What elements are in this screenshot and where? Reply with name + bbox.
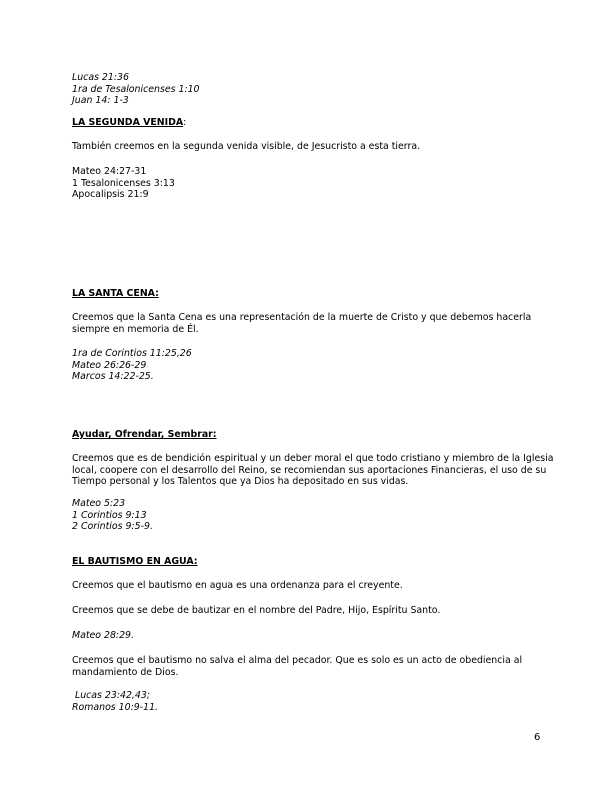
bautismo-paragraph-3-line-2: mandamiento de Dios. (72, 666, 179, 678)
heading-ayudar: Ayudar, Ofrendar, Sembrar: (72, 429, 217, 440)
segunda-venida-body: También creemos en la segunda venida visible, de Jesucristo a esta tierra. (72, 141, 421, 152)
ayudar-body-line-2: local, coopere con el desarrollo del Reino, se recomiendan sus aportaciones Financieras, el uso de su (72, 464, 547, 476)
reference-mateo-26: Mateo 26:26-29 (72, 359, 147, 371)
heading-santa-cena: LA SANTA CENA: (72, 288, 159, 299)
reference-marcos-14: Marcos 14:22-25. (72, 371, 154, 382)
reference-juan-14: Juan 14: 1-3 (72, 95, 129, 106)
reference-mateo-5: Mateo 5:23 (72, 498, 126, 509)
bautismo-paragraph-3-line-1: Creemos que el bautismo no salva el alma del pecador. Que es solo es un acto de obediencia al (72, 655, 523, 666)
ayudar-body-line-1: Creemos que es de bendición espiritual y un deber moral el que todo cristiano y miembro de la Iglesia (72, 453, 554, 464)
heading-bautismo: EL BAUTISMO EN AGUA: (72, 556, 198, 567)
heading-segunda-venida (72, 117, 186, 129)
reference-1-corintios-9: 1 Corintios 9:13 (72, 509, 147, 521)
reference-apocalipsis: Apocalipsis 21:9 (72, 189, 149, 200)
reference-lucas-21-36: Lucas 21:36 (72, 72, 129, 83)
reference-1ra-corintios: 1ra de Corintios 11:25,26 (72, 348, 192, 359)
bautismo-paragraph-1: Creemos que el bautismo en agua es una ordenanza para el creyente. (72, 580, 403, 591)
reference-lucas-23: Lucas 23:42,43; (72, 690, 150, 701)
heading-colon: : (183, 117, 187, 128)
reference-2-corintios-9: 2 Corintios 9:5-9. (72, 521, 153, 532)
reference-mateo-24: Mateo 24:27-31 (72, 166, 147, 177)
reference-1-tesalonicenses: 1 Tesalonicenses 3:13 (72, 177, 175, 189)
bautismo-paragraph-2: Creemos que se debe de bautizar en el nombre del Padre, Hijo, Espíritu Santo. (72, 605, 441, 616)
reference-mateo-28: Mateo 28:29. (72, 630, 134, 641)
reference-romanos-10: Romanos 10:9-11. (72, 701, 159, 713)
reference-1ra-tesalonicenses: 1ra de Tesalonicenses 1:10 (72, 83, 200, 95)
ayudar-body-line-3: Tiempo personal y los Talentos que ya Dios ha depositado en sus vidas. (72, 476, 409, 487)
santa-cena-body-line-1: Creemos que la Santa Cena es una representación de la muerte de Cristo y que debemos hacerla (72, 312, 532, 323)
heading-segunda-venida-text: LA SEGUNDA VENIDA (72, 117, 184, 128)
santa-cena-body-line-2: siempre en memoria de Él. (72, 323, 199, 335)
page-number: 6 (534, 732, 541, 743)
